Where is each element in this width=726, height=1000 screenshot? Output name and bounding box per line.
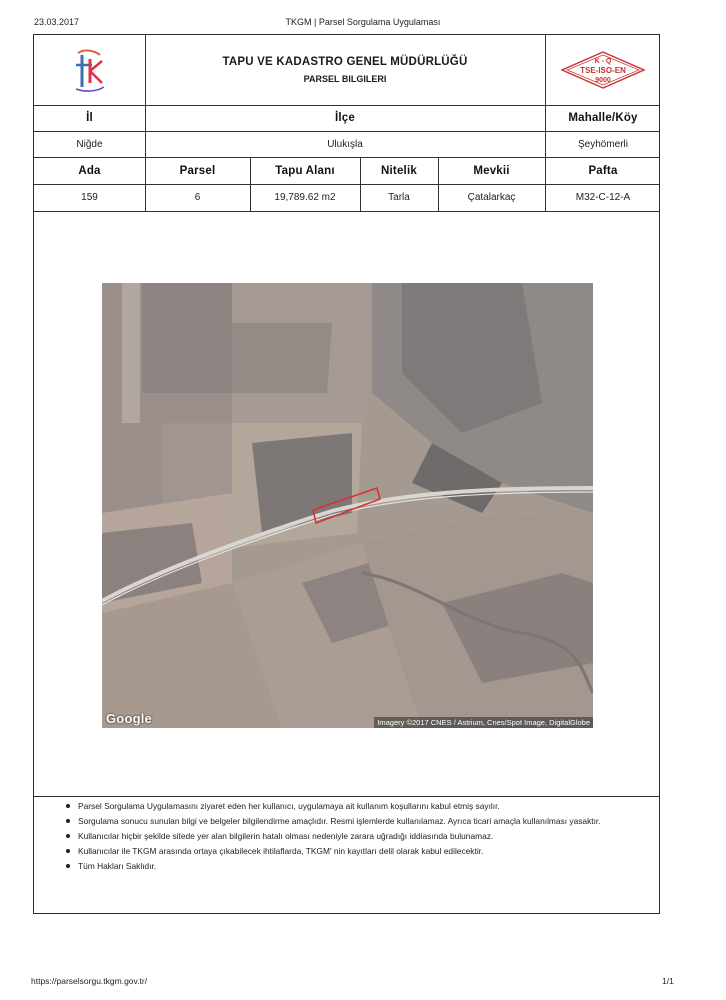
list-item: Parsel Sorgulama Uygulamasını ziyaret eden her kullanıcı, uygulamaya ait kullanım koşullarını kabul etmiş sayılır. <box>64 799 634 813</box>
satellite-imagery <box>102 283 593 728</box>
ilce-label: İlçe <box>335 112 355 124</box>
nitelik-label: Nitelik <box>381 164 417 177</box>
il-value: Niğde <box>76 138 103 150</box>
page-title: TKGM | Parsel Sorgulama Uygulaması <box>285 17 441 27</box>
parcel-document <box>33 34 660 914</box>
terms-list <box>64 799 634 874</box>
seal-bottom-text: 9000 <box>595 77 611 84</box>
mevkii-label: Mevkii <box>473 164 510 177</box>
seal-middle-text: TSE-ISO-EN <box>580 66 626 75</box>
mevkii-value: Çatalarkaç <box>467 192 516 203</box>
ada-label: Ada <box>78 164 101 177</box>
tapu-alani-value: 19,789.62 m2 <box>274 192 336 203</box>
pafta-value: M32-C-12-A <box>575 192 631 203</box>
list-item: Sorgulama sonucu sunulan bilgi ve belgeler bilgilendirme amaçlıdır. Resmi işlemlerde kullanılamaz. Ayrıca ticari amaçla kullanılması yasaktır. <box>64 814 634 828</box>
mahalle-label: Mahalle/Köy <box>568 112 638 124</box>
tapu-alani-label: Tapu Alanı <box>275 164 335 177</box>
page-number: 1/1 <box>662 976 674 986</box>
divider <box>34 211 659 212</box>
tse-seal-icon <box>560 50 646 90</box>
organization-name: TAPU VE KADASTRO GENEL MÜDÜRLÜĞÜ <box>222 56 468 68</box>
imagery-credit: Imagery ©2017 CNES / Astrium, Cnes/Spot Image, DigitalGlobe <box>374 717 593 728</box>
document-subtitle: PARSEL BILGILERI <box>303 74 387 84</box>
satellite-map[interactable] <box>102 283 593 728</box>
certification-seal <box>545 35 661 105</box>
organization-heading <box>145 35 545 105</box>
nitelik-value: Tarla <box>388 192 410 203</box>
pafta-label: Pafta <box>588 164 618 177</box>
tkgm-logo-icon <box>70 47 110 93</box>
mahalle-value: Şeyhömerli <box>577 138 629 150</box>
google-logo: Google <box>106 711 152 726</box>
tkgm-logo <box>34 35 145 105</box>
seal-top-text: K - Q <box>594 58 612 65</box>
page-url: https://parselsorgu.tkgm.gov.tr/ <box>31 976 148 986</box>
print-date: 23.03.2017 <box>34 17 80 27</box>
parsel-value: 6 <box>194 192 201 203</box>
list-item: Kullanıcılar ile TKGM arasında ortaya çıkabilecek ihtilaflarda, TKGM' nin kayıtları delil olarak kabul edilecektir. <box>64 844 634 858</box>
parsel-label: Parsel <box>179 164 216 177</box>
il-label: İl <box>86 112 93 124</box>
ilce-value: Ulukışla <box>327 138 363 150</box>
divider <box>34 796 659 797</box>
list-item: Kullanıcılar hiçbir şekilde sitede yer alan bilgilerin hatalı olması nedeniyle zarara uğradığı iddiasında bulunamaz. <box>64 829 634 843</box>
list-item: Tüm Hakları Saklıdır. <box>64 859 634 873</box>
ada-value: 159 <box>81 192 98 203</box>
